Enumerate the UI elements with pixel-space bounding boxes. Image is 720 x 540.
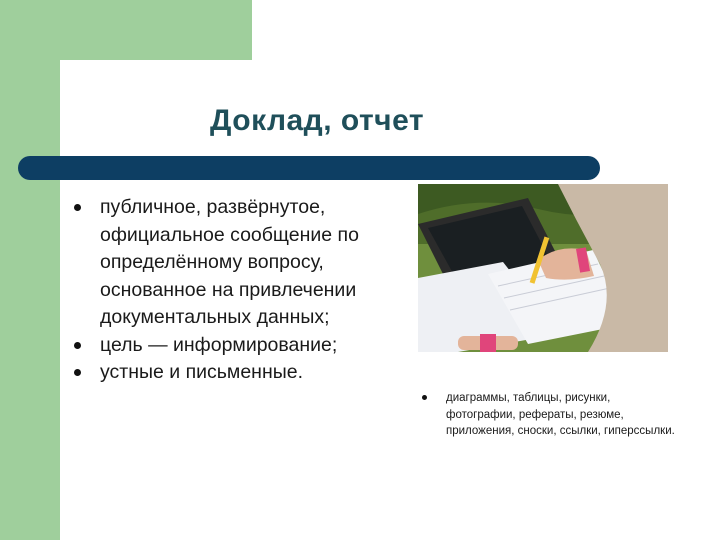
title-underline-bar bbox=[18, 156, 600, 180]
bullet-item bbox=[72, 194, 402, 332]
side-note-text: диаграммы, таблицы, рисунки, фотографии, рефераты, резюме, приложения, сноски, ссылки, гиперссылки. bbox=[446, 392, 675, 437]
bullet-item bbox=[72, 332, 402, 360]
photo-writing-notebook bbox=[418, 184, 668, 352]
bullet-dot-icon bbox=[422, 395, 427, 400]
bullet-text: цель — информирование; bbox=[100, 333, 338, 356]
bullet-text: публичное, развёрнутое, официальное сообщение по определённому вопросу, основанное на привлечении документальных данных; bbox=[100, 196, 359, 328]
bullet-item bbox=[72, 359, 402, 387]
slide-title: Доклад, отчет bbox=[210, 104, 425, 137]
bullet-dot-icon bbox=[74, 369, 81, 376]
bullet-text: устные и письменные. bbox=[100, 361, 303, 383]
decor-green-left bbox=[0, 0, 60, 540]
bullet-dot-icon bbox=[74, 204, 81, 211]
bullet-dot-icon bbox=[74, 342, 81, 349]
decor-green-top bbox=[0, 0, 252, 60]
main-bullet-list bbox=[72, 194, 402, 387]
